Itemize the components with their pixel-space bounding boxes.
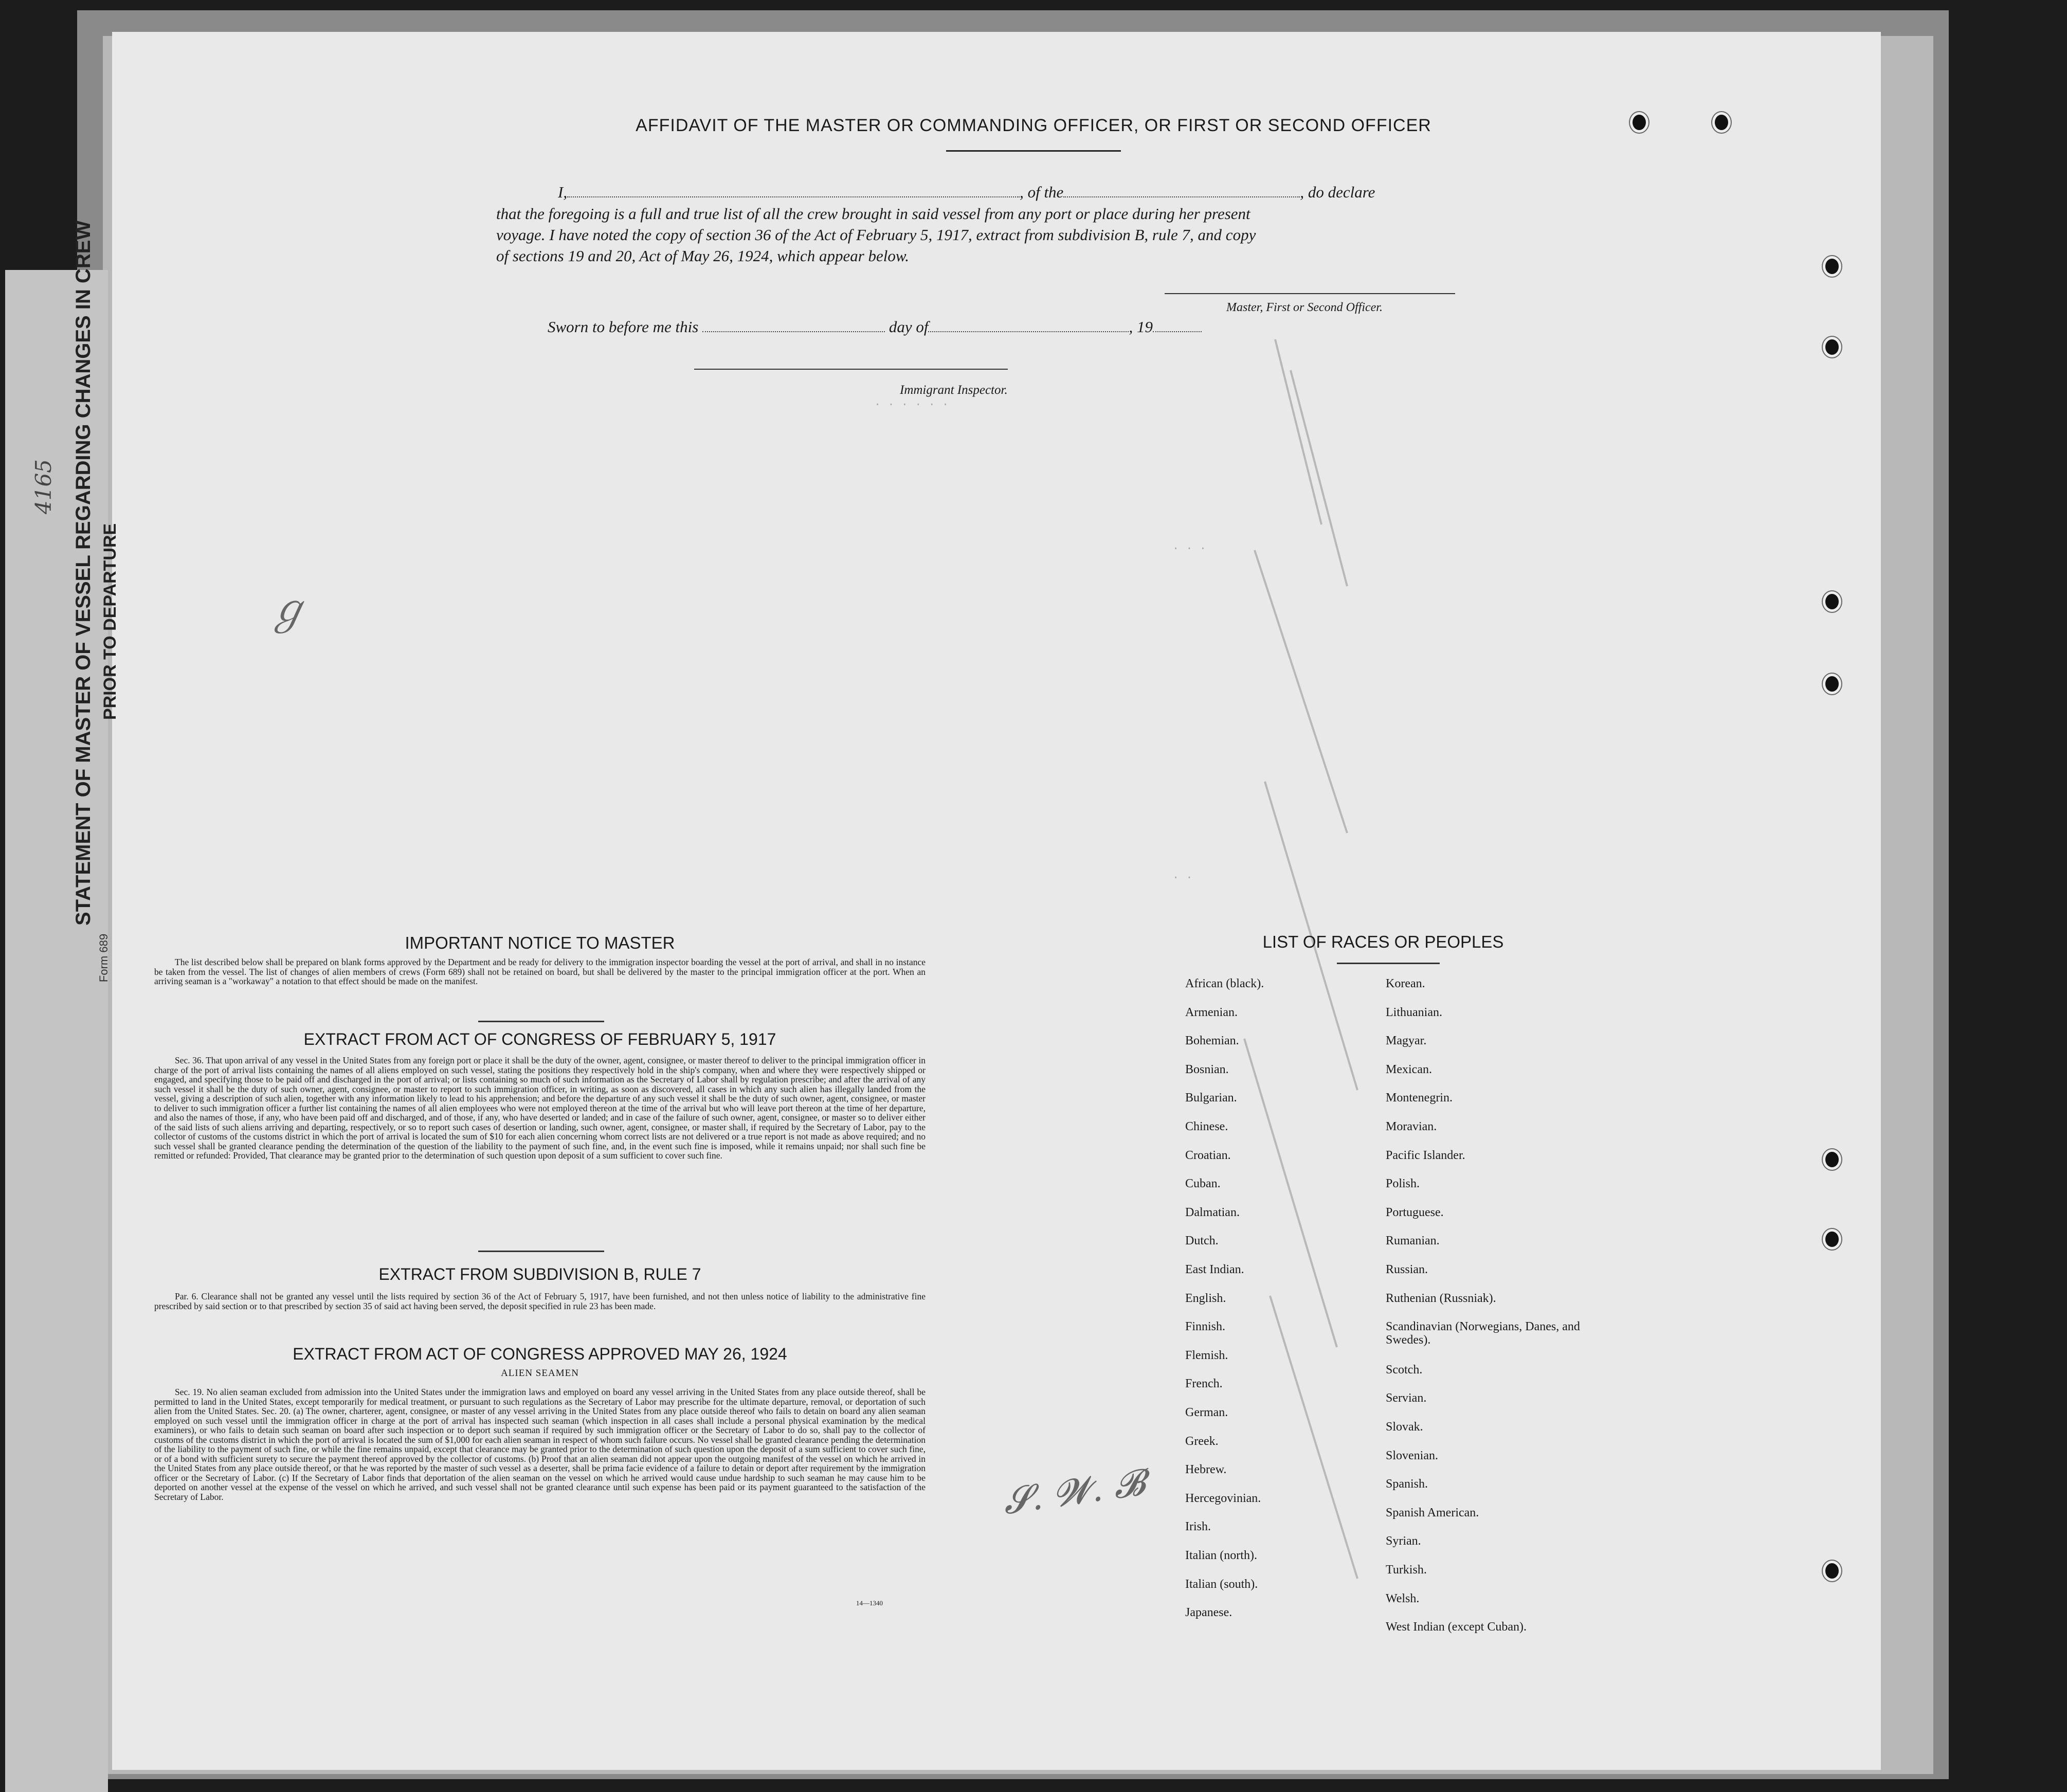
race-item: French.: [1185, 1377, 1223, 1391]
race-item: Polish.: [1386, 1177, 1420, 1191]
affidavit-line-2: that the foregoing is a full and true list of all the crew brought in said vessel from any port or place during her present: [496, 205, 1250, 223]
punch-hole: [1823, 1229, 1841, 1250]
race-item: Dalmatian.: [1185, 1205, 1240, 1219]
extract-1924-title: EXTRACT FROM ACT OF CONGRESS APPROVED MAY 26, 1924: [293, 1345, 787, 1363]
year-blank[interactable]: [1153, 331, 1202, 332]
extract-1917-body: Sec. 36. That upon arrival of any vessel in the United States from any foreign port or place it shall be the duty of the owner, agent, consignee, or master thereof to deliver to the principal immigration officer in charge of the port of arrival lists containing the names of all aliens employed on such vessel, stating the positions they respectively hold in the ship's company, when and where they were respectively shipped or engaged, and specifying those to be paid off and discharged in the port of arrival; or lists containing so much of such information as the Secretary of Labor shall by regulation prescribe; and after the arrival of any such vessel it shall be the duty of such owner, agent, consignee, or master to report to such immigration officer, in writing, as soon as discovered, all cases in which any such alien has illegally landed from the vessel, giving a description of such alien, together with any information likely to lead to his apprehension; and before the departure of any such vessel it shall be the duty of such owner, agent, consignee, or master to deliver to such immigration officer a further list containing the names of all alien employees who were not employed thereon at the time of the arrival but who will leave port thereon at the time of her departure, and also the names of those, if any, who have been paid off and discharged, and of those, if any, who have deserted or landed; and in case of the failure of such owner, agent, consignee, or master so to deliver either of the said lists of such aliens arriving and departing, respectively, or so to report such cases of desertion or landing, such owner, agent, consignee, or master shall, if required by the Secretary of Labor, pay to the collector of customs of the customs district in which the port of arrival is located the sum of $10 for each alien concerning whom correct lists are not delivered or a true report is not made as above required; and no such vessel shall be granted clearance pending the determination of the question of the liability to the payment of such fine, and, in the event such fine is imposed, while it remains unpaid; nor shall such fine be remitted or refunded: Provided, That clearance may be granted prior to the determination of such question upon deposit of a sum sufficient to cover such fine.: [154, 1055, 926, 1161]
race-item: Irish.: [1185, 1520, 1211, 1534]
bleed-through-text: . .: [1172, 869, 1193, 882]
race-item: Portuguese.: [1386, 1205, 1444, 1219]
important-notice-title: IMPORTANT NOTICE TO MASTER: [405, 933, 675, 952]
race-item: Rumanian.: [1386, 1234, 1440, 1248]
punch-hole: [1823, 337, 1841, 357]
sworn-line: [548, 316, 1267, 337]
master-signature-label: Master, First or Second Officer.: [1226, 301, 1383, 314]
pencil-strokes: [1234, 319, 1388, 1604]
year-label: , 19: [1129, 318, 1153, 336]
race-item: Bulgarian.: [1185, 1091, 1237, 1105]
race-item: Moravian.: [1386, 1120, 1437, 1133]
race-item: Spanish American.: [1386, 1506, 1479, 1519]
heading-rule: [946, 150, 1121, 152]
affidavit-line-3: voyage. I have noted the copy of section 36 of the Act of February 5, 1917, extract from subdivision B, rule 7, and copy: [496, 226, 1256, 244]
affidavit-line-4: of sections 19 and 20, Act of May 26, 1924, which appear below.: [496, 247, 910, 265]
affidavit-i: I,: [558, 183, 568, 201]
day-of-label: day of: [889, 318, 929, 336]
race-item: English.: [1185, 1291, 1226, 1305]
race-item: Korean.: [1386, 977, 1425, 990]
race-item: Armenian.: [1185, 1005, 1238, 1019]
form-code: Form 689: [97, 933, 111, 983]
race-item: Bohemian.: [1185, 1034, 1239, 1048]
print-code: 14—1340: [856, 1599, 883, 1607]
month-blank[interactable]: [928, 331, 1129, 332]
race-item: Italian (south).: [1185, 1577, 1258, 1591]
race-item: Spanish.: [1386, 1477, 1428, 1491]
inspector-label: Immigrant Inspector.: [900, 383, 1008, 397]
race-item: Japanese.: [1185, 1606, 1232, 1620]
affidavit-heading: AFFIDAVIT OF THE MASTER OR COMMANDING OFFICER, OR FIRST OR SECOND OFFICER: [636, 116, 1431, 135]
sworn-day-blank[interactable]: [702, 331, 885, 332]
race-item: German.: [1185, 1406, 1228, 1419]
race-item: Bosnian.: [1185, 1062, 1229, 1076]
race-item: Hebrew.: [1185, 1463, 1227, 1477]
handwritten-signature: 𝓢. 𝓦. 𝓑: [1000, 1461, 1148, 1523]
race-item: Syrian.: [1386, 1534, 1421, 1548]
name-blank[interactable]: [567, 196, 1020, 197]
affidavit-line-1: [558, 182, 1509, 203]
race-item: Scandinavian (Norwegians, Danes, and Swedes).: [1386, 1320, 1580, 1347]
race-item: Greek.: [1185, 1434, 1219, 1448]
punch-hole: [1823, 591, 1841, 612]
affidavit-do-declare: , do declare: [1300, 183, 1375, 201]
race-item: Servian.: [1386, 1391, 1427, 1405]
race-item: Welsh.: [1386, 1591, 1420, 1605]
inspector-signature-line[interactable]: [694, 369, 1008, 370]
race-item: Mexican.: [1386, 1062, 1432, 1076]
extract-1917-title: EXTRACT FROM ACT OF CONGRESS OF FEBRUARY 5, 1917: [303, 1030, 776, 1048]
bleed-through-text: . . . . . .: [874, 396, 949, 409]
race-item: Russian.: [1386, 1263, 1428, 1276]
punch-hole: [1823, 256, 1841, 277]
punch-hole: [1823, 1149, 1841, 1170]
race-item: Lithuanian.: [1386, 1005, 1442, 1019]
races-title: LIST OF RACES OR PEOPLES: [1262, 932, 1504, 951]
punch-hole: [1823, 674, 1841, 694]
side-strip-title2: PRIOR TO DEPARTURE: [100, 523, 120, 720]
handwritten-mark: ℊ: [267, 585, 309, 633]
race-item: Chinese.: [1185, 1120, 1228, 1133]
bleed-through-text: . . .: [1172, 540, 1207, 553]
punch-hole: [1823, 1561, 1841, 1581]
race-item: Finnish.: [1185, 1320, 1226, 1334]
race-item: Croatian.: [1185, 1148, 1231, 1162]
master-signature-line[interactable]: [1165, 293, 1455, 294]
race-item: Italian (north).: [1185, 1549, 1257, 1562]
race-item: Slovenian.: [1386, 1449, 1438, 1462]
affidavit-of-the: , of the: [1020, 183, 1064, 201]
vessel-blank[interactable]: [1063, 196, 1300, 197]
document-page: [112, 32, 1881, 1770]
race-item: Dutch.: [1185, 1234, 1219, 1248]
race-item: African (black).: [1185, 977, 1264, 990]
race-item: Montenegrin.: [1386, 1091, 1453, 1105]
races-rule: [1337, 963, 1440, 964]
alien-seamen-subtitle: ALIEN SEAMEN: [501, 1368, 579, 1379]
side-strip-title: STATEMENT OF MASTER OF VESSEL REGARDING CHANGES IN CREW: [72, 220, 95, 926]
race-item: Cuban.: [1185, 1177, 1221, 1191]
race-item: East Indian.: [1185, 1263, 1244, 1276]
race-item: Ruthenian (Russniak).: [1386, 1291, 1496, 1305]
important-notice-body: The list described below shall be prepared on blank forms approved by the Department and be ready for delivery to the immigration inspector boarding the vessel at the port of arrival, and shall in no instance be taken from the vessel. The list of changes of alien members of crews (Form 689) shall not be retained on board, but shall be delivered by the master to the principal immigration officer at the port. When an arriving seaman is a "workaway" a notation to that effect should be made on the manifest.: [154, 957, 926, 986]
handwritten-number: 4165: [31, 459, 56, 514]
race-item: Flemish.: [1185, 1348, 1228, 1362]
sworn-label: Sworn to before me this: [548, 318, 699, 336]
rule-7-body: Par. 6. Clearance shall not be granted any vessel until the lists required by section 36 of the Act of February 5, 1917, have been furnished, and not then unless notice of liability to the administrative fine prescribed by said section or to that prescribed by section 35 of said act having been served, the deposit specified in rule 23 has been made.: [154, 1291, 926, 1311]
race-item: Scotch.: [1386, 1363, 1423, 1377]
rule-7-title: EXTRACT FROM SUBDIVISION B, RULE 7: [378, 1265, 701, 1283]
race-item: Hercegovinian.: [1185, 1491, 1261, 1505]
race-item: Pacific Islander.: [1386, 1148, 1465, 1162]
race-item: Magyar.: [1386, 1034, 1427, 1048]
race-item: Turkish.: [1386, 1563, 1427, 1577]
race-item: Slovak.: [1386, 1420, 1423, 1434]
extract-1924-body: Sec. 19. No alien seaman excluded from admission into the United States under the immigration laws and employed on board any vessel arriving in the United States from any place outside thereof, shall be permitted to land in the United States, except temporarily for medical treatment, or pursuant to such regulations as the Secretary of Labor may prescribe for the ultimate departure, removal, or deportation of such alien from the United States. Sec. 20. (a) The owner, charterer, agent, consignee, or master of any vessel arriving in the United States from any place outside thereof who fails to detain on board any alien seaman employed on such vessel until the immigration officer in charge at the port of arrival has inspected such seaman (which inspection in all cases shall include a personal physical examination by the medical examiners), or who fails to detain such seaman on board after such inspection or to deport such seaman if required by such immigration officer or the Secretary of Labor to do so, shall pay to the collector of customs of the customs district in which the port of arrival is located the sum of $1,000 for each alien seaman in respect of whom such failure occurs. No vessel shall be granted clearance pending the determination of the liability to the payment of such fine, or while the fine remains unpaid, except that clearance may be granted prior to the determination of such question upon the deposit of a sum sufficient to cover such fine, or of a bond with sufficient surety to secure the payment thereof approved by the collector of customs. (b) Proof that an alien seaman did not appear upon the outgoing manifest of the vessel on which he arrived in the United States from any place outside thereof, or that he was reported by the master of such vessel as a deserter, shall be prima facie evidence of a failure to detain or deport after requirement by the immigration officer or the Secretary of Labor. (c) If the Secretary of Labor finds that deportation of the alien seaman on the vessel on which he arrived would cause undue hardship to such seaman he may cause him to be deported on another vessel at the expense of the vessel on which he arrived, and such vessel shall not be granted clearance until such expense has been paid or its payment guaranteed to the satisfaction of the Secretary of Labor.: [154, 1387, 926, 1502]
section-rule: [478, 1251, 604, 1252]
race-item: West Indian (except Cuban).: [1386, 1620, 1527, 1634]
section-rule: [478, 1021, 604, 1022]
